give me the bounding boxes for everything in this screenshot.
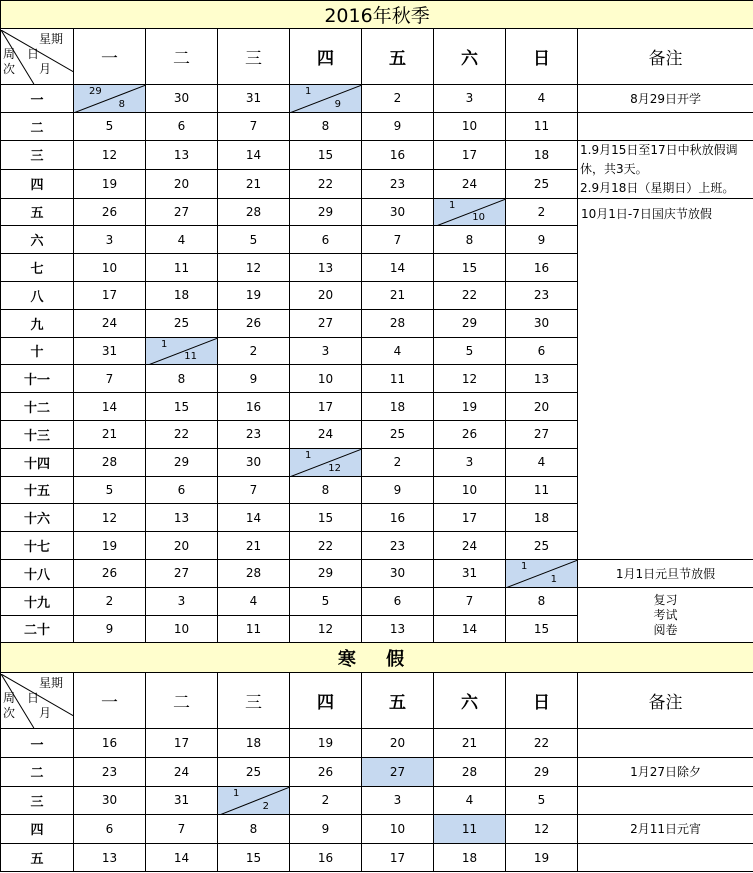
week-number: 十六 (1, 504, 74, 532)
week-row (1, 559, 753, 587)
weekday-header: 三 (218, 673, 290, 729)
day-cell: 13 (290, 254, 362, 282)
day-cell: 15 (218, 843, 290, 872)
day-cell: 16 (506, 254, 578, 282)
day-cell: 9 (290, 815, 362, 844)
day-cell: 19 (290, 729, 362, 758)
day-cell: 16 (74, 729, 146, 758)
day-cell: 18 (506, 504, 578, 532)
day-cell: 6 (74, 815, 146, 844)
day-cell: 3 (74, 226, 146, 254)
day-cell: 8 (506, 587, 578, 615)
week-row (1, 786, 753, 815)
day-cell: 18 (146, 281, 218, 309)
day-cell: 7 (434, 587, 506, 615)
day-cell: 23 (362, 532, 434, 560)
day-cell: 4 (506, 448, 578, 476)
day-cell: 14 (362, 254, 434, 282)
day-cell: 16 (362, 140, 434, 169)
week-number: 十七 (1, 532, 74, 560)
day-cell: 24 (74, 309, 146, 337)
day-cell: 27 (146, 198, 218, 226)
day-cell: 23 (218, 420, 290, 448)
weekday-header: 一 (74, 673, 146, 729)
day-cell: 8 (434, 226, 506, 254)
day-cell: 30 (362, 198, 434, 226)
week-number: 五 (1, 198, 74, 226)
day-cell: 23 (506, 281, 578, 309)
day-cell: 18 (362, 393, 434, 421)
day-cell: 14 (74, 393, 146, 421)
weekday-header: 日 (506, 673, 578, 729)
day-cell: 2 (290, 786, 362, 815)
day-cell: 10 (434, 112, 506, 140)
semester-title: 2016年秋季 (1, 1, 753, 29)
weekday-header: 一 (74, 29, 146, 85)
day-cell: 13 (362, 615, 434, 643)
day-cell: 25 (362, 420, 434, 448)
weekday-header: 日 (506, 29, 578, 85)
week-row (1, 757, 753, 786)
day-cell: 10 (434, 476, 506, 504)
day-cell: 6 (146, 112, 218, 140)
day-cell: 19 (218, 281, 290, 309)
day-cell: 13 (146, 140, 218, 169)
week-number: 六 (1, 226, 74, 254)
day-cell: 26 (74, 198, 146, 226)
week-number: 十二 (1, 393, 74, 421)
day-cell: 7 (218, 476, 290, 504)
day-cell: 10 (290, 365, 362, 393)
day-cell: 26 (434, 420, 506, 448)
day-cell: 13 (506, 365, 578, 393)
day-cell: 26 (74, 559, 146, 587)
month-start-cell (74, 85, 146, 113)
notes-header: 备注 (578, 29, 753, 85)
week-number: 十五 (1, 476, 74, 504)
note-empty (578, 786, 753, 815)
day-cell: 28 (362, 309, 434, 337)
day-cell: 7 (74, 365, 146, 393)
day-cell: 22 (290, 169, 362, 198)
day-cell: 3 (146, 587, 218, 615)
day-number: 1 (161, 338, 168, 350)
note-midautumn (578, 140, 753, 198)
note-new-year: 1月1日元旦节放假 (578, 559, 753, 587)
corner-label-left1: 周 (3, 690, 16, 705)
day-cell: 24 (290, 420, 362, 448)
corner-label-left2: 次 (3, 705, 16, 720)
week-row (1, 729, 753, 758)
week-number: 九 (1, 309, 74, 337)
weekday-header: 六 (434, 29, 506, 85)
day-cell: 17 (74, 281, 146, 309)
day-cell: 16 (290, 843, 362, 872)
day-cell: 28 (218, 559, 290, 587)
highlighted-day-cell: 11 (434, 815, 506, 844)
day-cell: 14 (434, 615, 506, 643)
day-cell: 5 (218, 226, 290, 254)
day-cell: 18 (218, 729, 290, 758)
day-cell: 9 (362, 476, 434, 504)
note-line: 1.9月15日至17日中秋放假调 (580, 142, 738, 157)
day-cell: 6 (362, 587, 434, 615)
week-number: 一 (1, 729, 74, 758)
day-cell: 20 (506, 393, 578, 421)
day-cell: 22 (146, 420, 218, 448)
split-diagonal-line (146, 338, 218, 365)
day-number: 1 (305, 449, 312, 461)
day-cell: 9 (506, 226, 578, 254)
month-number: 8 (118, 98, 125, 110)
day-cell: 14 (218, 140, 290, 169)
weekday-header: 二 (146, 29, 218, 85)
weekday-header: 二 (146, 673, 218, 729)
week-number: 二 (1, 112, 74, 140)
note-empty (578, 729, 753, 758)
day-cell: 28 (434, 757, 506, 786)
day-cell: 30 (146, 85, 218, 113)
day-cell: 31 (218, 85, 290, 113)
corner-label-right: 月 (39, 61, 52, 76)
day-cell: 10 (146, 615, 218, 643)
day-cell: 11 (362, 365, 434, 393)
day-cell: 19 (506, 843, 578, 872)
week-row (1, 112, 753, 140)
day-cell: 29 (506, 757, 578, 786)
autumn-title-row (1, 1, 753, 29)
day-cell: 3 (290, 337, 362, 365)
day-cell: 20 (146, 532, 218, 560)
note-exam-period (578, 587, 753, 643)
day-cell: 30 (218, 448, 290, 476)
month-number: 12 (328, 462, 341, 474)
week-number: 一 (1, 85, 74, 113)
day-cell: 12 (218, 254, 290, 282)
week-number: 三 (1, 786, 74, 815)
day-cell: 15 (506, 615, 578, 643)
day-cell: 14 (218, 504, 290, 532)
day-cell: 18 (434, 843, 506, 872)
day-cell: 17 (434, 504, 506, 532)
day-cell: 19 (434, 393, 506, 421)
week-number: 十一 (1, 365, 74, 393)
weekday-header-row (1, 29, 753, 85)
week-number: 四 (1, 169, 74, 198)
day-cell: 2 (218, 337, 290, 365)
day-cell: 4 (434, 786, 506, 815)
day-cell: 24 (434, 532, 506, 560)
day-cell: 24 (434, 169, 506, 198)
day-cell: 5 (290, 587, 362, 615)
day-cell: 15 (146, 393, 218, 421)
day-number: 29 (89, 86, 102, 97)
corner-label-top: 星期 (39, 675, 64, 690)
day-cell: 11 (146, 254, 218, 282)
day-cell: 17 (290, 393, 362, 421)
highlighted-day-cell: 27 (362, 757, 434, 786)
day-cell: 2 (362, 85, 434, 113)
day-cell: 30 (74, 786, 146, 815)
week-number: 五 (1, 843, 74, 872)
day-cell: 22 (434, 281, 506, 309)
day-cell: 20 (146, 169, 218, 198)
day-cell: 6 (506, 337, 578, 365)
day-cell: 12 (290, 615, 362, 643)
day-cell: 20 (290, 281, 362, 309)
split-diagonal-line (290, 449, 362, 476)
day-cell: 5 (506, 786, 578, 815)
day-cell: 14 (146, 843, 218, 872)
split-diagonal-line (74, 85, 146, 112)
note-line: 休，共3天。 (580, 161, 648, 176)
day-number: 1 (305, 86, 312, 97)
weekday-header: 六 (434, 673, 506, 729)
day-cell: 6 (290, 226, 362, 254)
day-cell: 11 (506, 476, 578, 504)
day-cell: 13 (146, 504, 218, 532)
day-cell: 9 (362, 112, 434, 140)
month-number: 2 (262, 801, 269, 813)
day-cell: 25 (218, 757, 290, 786)
week-number: 十 (1, 337, 74, 365)
day-cell: 12 (506, 815, 578, 844)
note-empty (578, 112, 753, 140)
day-cell: 19 (74, 169, 146, 198)
day-cell: 3 (362, 786, 434, 815)
note-line: 复习 (653, 592, 678, 607)
split-diagonal-line (506, 560, 578, 587)
day-cell: 4 (506, 85, 578, 113)
day-cell: 8 (218, 815, 290, 844)
day-cell: 6 (146, 476, 218, 504)
day-cell: 22 (506, 729, 578, 758)
day-cell: 23 (362, 169, 434, 198)
day-cell: 8 (290, 112, 362, 140)
day-cell: 10 (74, 254, 146, 282)
month-start-cell (506, 559, 578, 587)
corner-label-mid: 日 (27, 690, 40, 705)
day-cell: 11 (218, 615, 290, 643)
day-cell: 31 (146, 786, 218, 815)
month-number: 1 (550, 573, 557, 585)
day-cell: 20 (362, 729, 434, 758)
day-cell: 29 (290, 198, 362, 226)
day-cell: 25 (506, 169, 578, 198)
day-number: 1 (449, 199, 456, 211)
day-cell: 16 (362, 504, 434, 532)
day-cell: 21 (74, 420, 146, 448)
note-line: 2.9月18日（星期日）上班。 (580, 180, 735, 195)
week-row (1, 815, 753, 844)
day-cell: 29 (434, 309, 506, 337)
day-cell: 25 (506, 532, 578, 560)
day-cell: 4 (146, 226, 218, 254)
day-cell: 25 (146, 309, 218, 337)
weekday-header: 三 (218, 29, 290, 85)
day-cell: 15 (290, 140, 362, 169)
day-cell: 21 (362, 281, 434, 309)
day-cell: 30 (506, 309, 578, 337)
day-cell: 7 (146, 815, 218, 844)
day-cell: 2 (506, 198, 578, 226)
note-line: 阅卷 (653, 622, 678, 637)
day-cell: 12 (74, 504, 146, 532)
day-cell: 15 (434, 254, 506, 282)
winter-break-title: 寒 假 (1, 643, 753, 673)
day-cell: 13 (74, 843, 146, 872)
day-cell: 12 (74, 140, 146, 169)
day-cell: 28 (74, 448, 146, 476)
month-start-cell (218, 786, 290, 815)
day-cell: 11 (506, 112, 578, 140)
notes-header: 备注 (578, 673, 753, 729)
corner-header (1, 673, 74, 729)
day-cell: 29 (146, 448, 218, 476)
week-number: 十九 (1, 587, 74, 615)
note-line: 10月1日-7日国庆节放假 (581, 206, 712, 221)
week-number: 十四 (1, 448, 74, 476)
day-cell: 9 (74, 615, 146, 643)
day-cell: 4 (362, 337, 434, 365)
split-diagonal-line (218, 787, 290, 815)
week-number: 十八 (1, 559, 74, 587)
day-cell: 19 (74, 532, 146, 560)
note-lantern-festival: 2月11日元宵 (578, 815, 753, 844)
day-cell: 28 (218, 198, 290, 226)
split-diagonal-line (290, 85, 362, 112)
day-cell: 24 (146, 757, 218, 786)
day-cell: 27 (290, 309, 362, 337)
day-cell: 15 (290, 504, 362, 532)
week-row (1, 843, 753, 872)
month-start-cell (146, 337, 218, 365)
split-diagonal-line (434, 199, 506, 226)
week-row (1, 140, 753, 169)
day-cell: 7 (362, 226, 434, 254)
month-start-cell (434, 198, 506, 226)
week-number: 七 (1, 254, 74, 282)
corner-label-left1: 周 (3, 46, 16, 61)
day-cell: 8 (146, 365, 218, 393)
day-cell: 2 (74, 587, 146, 615)
month-number: 11 (184, 351, 197, 363)
week-number: 二 (1, 757, 74, 786)
day-cell: 5 (74, 476, 146, 504)
week-number: 八 (1, 281, 74, 309)
corner-label-mid: 日 (27, 46, 40, 61)
month-number: 9 (334, 98, 341, 110)
note-national-day (578, 198, 753, 559)
day-cell: 7 (218, 112, 290, 140)
note-school-start: 8月29日开学 (578, 85, 753, 113)
week-number: 十三 (1, 420, 74, 448)
week-row (1, 198, 753, 226)
day-cell: 26 (218, 309, 290, 337)
weekday-header: 五 (362, 673, 434, 729)
note-new-years-eve: 1月27日除夕 (578, 757, 753, 786)
note-empty (578, 843, 753, 872)
day-cell: 12 (434, 365, 506, 393)
day-cell: 29 (290, 559, 362, 587)
corner-header (1, 29, 74, 85)
day-cell: 27 (506, 420, 578, 448)
month-start-cell (290, 85, 362, 113)
day-cell: 3 (434, 85, 506, 113)
day-cell: 18 (506, 140, 578, 169)
month-start-cell (290, 448, 362, 476)
day-cell: 31 (74, 337, 146, 365)
corner-label-left2: 次 (3, 61, 16, 76)
weekday-header: 五 (362, 29, 434, 85)
week-number: 三 (1, 140, 74, 169)
corner-label-top: 星期 (39, 31, 64, 46)
day-cell: 21 (218, 532, 290, 560)
day-cell: 17 (434, 140, 506, 169)
day-cell: 21 (218, 169, 290, 198)
day-cell: 5 (434, 337, 506, 365)
day-cell: 22 (290, 532, 362, 560)
day-cell: 5 (74, 112, 146, 140)
day-cell: 2 (362, 448, 434, 476)
day-cell: 23 (74, 757, 146, 786)
day-cell: 26 (290, 757, 362, 786)
weekday-header: 四 (290, 29, 362, 85)
week-number: 二十 (1, 615, 74, 643)
day-cell: 17 (146, 729, 218, 758)
day-cell: 8 (290, 476, 362, 504)
day-cell: 9 (218, 365, 290, 393)
note-line: 考试 (653, 607, 678, 622)
corner-label-right: 月 (39, 705, 52, 720)
week-number: 四 (1, 815, 74, 844)
day-cell: 10 (362, 815, 434, 844)
week-row (1, 587, 753, 615)
weekday-header-row (1, 673, 753, 729)
week-row (1, 85, 753, 113)
day-number: 1 (521, 560, 528, 572)
day-cell: 4 (218, 587, 290, 615)
day-cell: 16 (218, 393, 290, 421)
day-cell: 17 (362, 843, 434, 872)
day-cell: 31 (434, 559, 506, 587)
day-cell: 27 (146, 559, 218, 587)
month-number: 10 (472, 212, 485, 224)
weekday-header: 四 (290, 673, 362, 729)
day-cell: 30 (362, 559, 434, 587)
day-cell: 21 (434, 729, 506, 758)
winter-title-row (1, 643, 753, 673)
day-number: 1 (233, 787, 240, 799)
day-cell: 3 (434, 448, 506, 476)
